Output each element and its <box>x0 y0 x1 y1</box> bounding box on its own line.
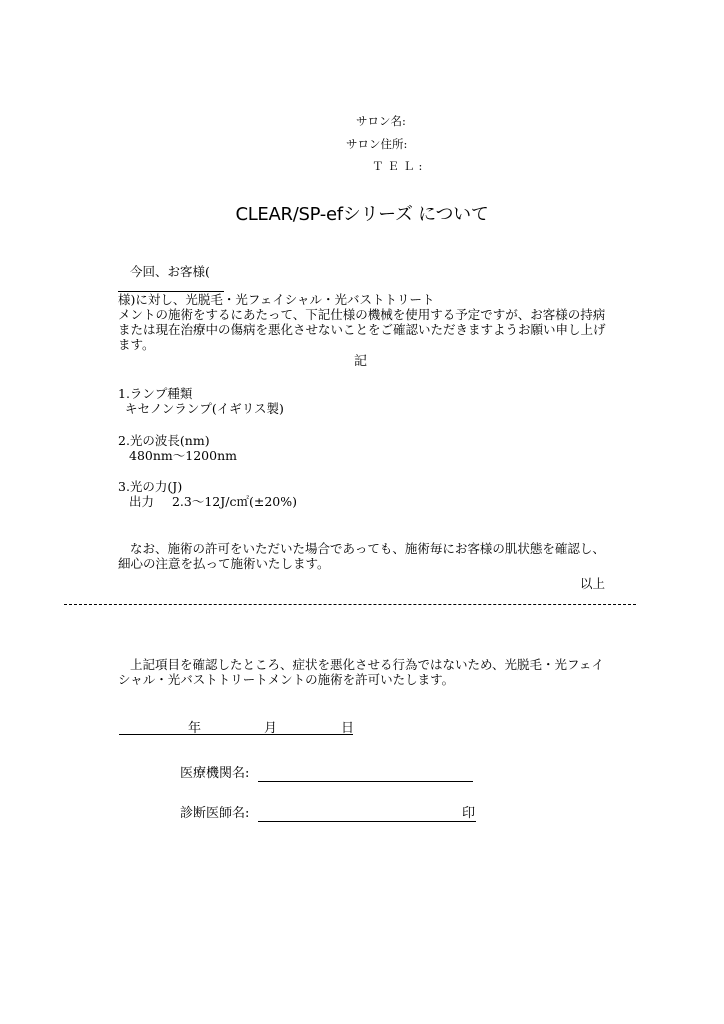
doctor-name-field[interactable] <box>258 821 476 822</box>
consent-line-1: 上記項目を確認したところ、症状を悪化させる行為ではないため、光脱毛・光フェイ <box>130 657 604 672</box>
power-value: 出力 2.3〜12J/c㎡(±20%) <box>129 494 297 509</box>
salon-name-label: サロン名: <box>356 114 406 128</box>
power-heading: 3.光の力(J) <box>118 479 183 494</box>
wavelength-heading: 2.光の波長(nm) <box>118 433 210 448</box>
note-line-1: なお、施術の許可をいただいた場合であっても、施術毎にお客様の肌状態を確認し、 <box>130 541 605 556</box>
medical-institution-field[interactable] <box>258 781 473 782</box>
document-title: CLEAR/SP-efシリーズ について <box>235 204 489 225</box>
salon-address-label: サロン住所: <box>346 137 408 151</box>
salon-tel-label: ＴＥＬ: <box>372 159 427 173</box>
lamp-heading: 1.ランプ種類 <box>118 386 193 401</box>
wavelength-value: 480nm〜1200nm <box>129 448 237 463</box>
year-label: 年 <box>188 721 202 736</box>
intro-line-2: メントの施術をするにあたって、下記仕様の機械を使用する予定ですが、お客様の持病 <box>118 307 606 322</box>
ijou-marker: 以上 <box>580 576 606 591</box>
intro-line-3: または現在治療中の傷病を悪化させないことをご確認いただきますようお願い申し上げ <box>118 322 606 337</box>
seal-mark: 印 <box>462 806 476 821</box>
consent-paragraph <box>118 657 628 687</box>
intro-line-1-post: 様)に対し、光脱毛・光フェイシャル・光バストトリート <box>118 292 435 307</box>
consent-line-2: シャル・光バストトリートメントの施術を許可いたします。 <box>118 672 455 687</box>
cut-line-divider <box>64 604 636 605</box>
ki-marker: 記 <box>354 354 368 369</box>
intro-line-4: ます。 <box>118 337 155 352</box>
note-paragraph <box>118 541 628 571</box>
intro-paragraph <box>118 264 628 352</box>
month-label: 月 <box>264 721 278 736</box>
lamp-value: キセノンランプ(イギリス製) <box>125 401 284 416</box>
date-field[interactable] <box>119 714 353 735</box>
day-label: 日 <box>341 721 355 736</box>
medical-institution-label: 医療機関名: <box>180 766 250 781</box>
intro-line-1 <box>118 264 628 307</box>
customer-name-blank[interactable] <box>118 279 224 292</box>
doctor-label: 診断医師名: <box>180 806 250 821</box>
note-line-2: 細心の注意を払って施術いたします。 <box>118 556 330 571</box>
intro-line-1-pre: 今回、お客様( <box>130 264 210 279</box>
